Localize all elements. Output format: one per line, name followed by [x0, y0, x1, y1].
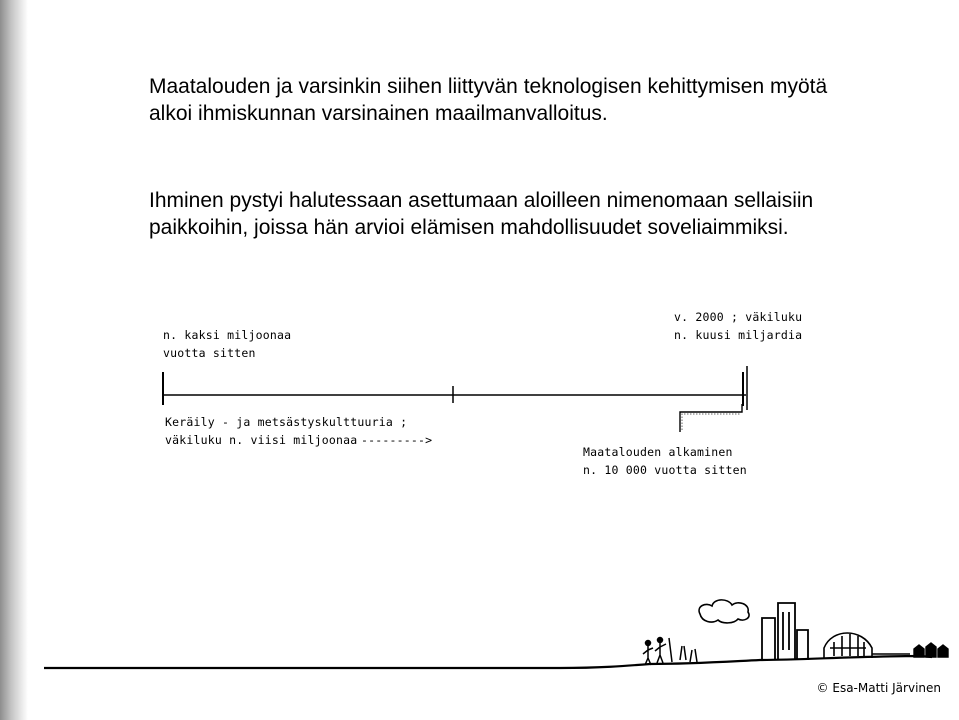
small-houses — [914, 643, 948, 657]
settlement-paragraph: Ihminen pystyi halutessaan asettumaan aloilleen nimenomaan sellaisiin paikkoihin, joissa hän arvioi elämisen mahdollisuudet soveliaimmiksi. — [149, 189, 814, 239]
end-label: v. 2000 ; väkiluku n. kuusi miljardia — [674, 310, 803, 342]
intro-paragraph: Maatalouden ja varsinkin siihen liittyvän teknologisen kehittymisen myötä alkoi ihmiskunnan varsinainen maailmanvalloitus. — [149, 75, 828, 125]
cloud — [699, 600, 749, 623]
agriculture-bracket — [680, 404, 742, 432]
ground-line — [44, 656, 932, 668]
timeline-arrow-text: ---------> — [361, 433, 433, 447]
copyright-notice: © Esa-Matti Järvinen — [816, 681, 941, 695]
start-label: n. kaksi miljoonaa vuotta sitten — [163, 328, 292, 360]
stadium — [824, 633, 910, 658]
people-figures — [643, 638, 697, 666]
city-buildings — [762, 603, 808, 660]
agriculture-bracket-hatch — [682, 414, 740, 430]
hunting-era-label: Keräily - ja metsästyskulttuuria ; väkiluku n. viisi miljoonaa — [165, 415, 408, 447]
agriculture-label: Maatalouden alkaminen n. 10 000 vuotta sitten — [583, 445, 747, 477]
